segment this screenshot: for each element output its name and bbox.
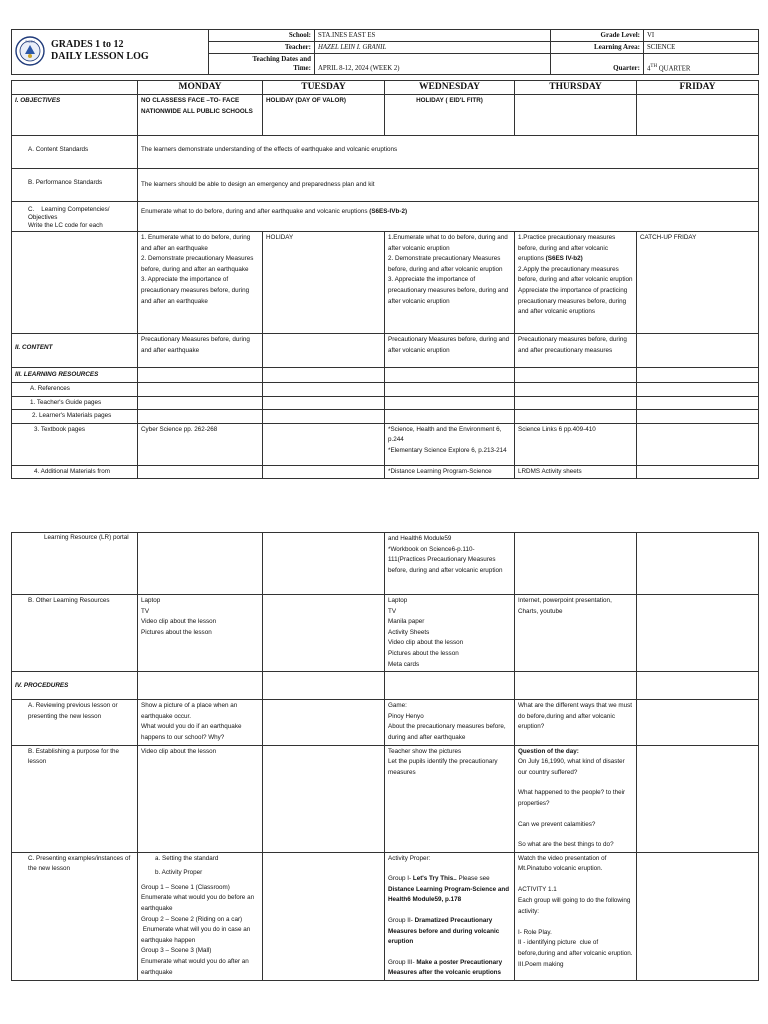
learning-area-value: SCIENCE bbox=[644, 42, 759, 54]
other-resources-wednesday: Laptop TV Manila paper Activity Sheets Video clip about the lesson Pictures about the lesson Meta cards bbox=[385, 595, 515, 672]
presenting-monday: a. Setting the standard b. Activity Proper Group 1 – Scene 1 (Classroom) Enumerate what would you do before an earthquake Group 2 – Scene 2 (Riding on a car) Enumerate what will you do in case an earthquake happen Group 3 – Scene 3 (Mall) Enumerate what would you do after an earthquake bbox=[138, 852, 263, 980]
quarter-value: 4TH QUARTER bbox=[644, 54, 759, 75]
other-resources-monday: Laptop TV Video clip about the lesson Pictures about the lesson bbox=[138, 595, 263, 672]
purpose-monday: Video clip about the lesson bbox=[138, 745, 263, 852]
other-resources-label: B. Other Learning Resources bbox=[12, 595, 138, 672]
references-label: A. References bbox=[12, 383, 138, 397]
grade-level-value: VI bbox=[644, 30, 759, 42]
lc-wednesday: 1.Enumerate what to do before, during and after volcanic eruption 2. Demonstrate precautionary Measures before, during and after volcanic eruption 3. Appreciate the importance of precautionary measures before, during and after volcanic eruption bbox=[385, 232, 515, 334]
content-wednesday: Precautionary Measures before, during and after volcanic eruption bbox=[385, 334, 515, 368]
objectives-tuesday: HOLIDAY (DAY OF VALOR) bbox=[263, 95, 385, 136]
school-value: STA.INES EAST ES bbox=[315, 30, 551, 42]
learning-area-label: Learning Area: bbox=[551, 42, 644, 54]
title-grades: GRADES 1 to 12 bbox=[51, 39, 124, 50]
lc-thursday: 1.Practice precautionary measures before, during and after volcanic eruptions (S6ES IV-b2) 2.Apply the precautionary measures before, during and after volcanic eruption Appreciate the importance of practicing precautionary measures before, during and after volcanic eruptions bbox=[515, 232, 637, 334]
lc-tuesday: HOLIDAY bbox=[263, 232, 385, 334]
performance-standards-label: B. Performance Standards bbox=[12, 169, 138, 202]
presenting-thursday: Watch the video presentation of Mt.Pinatubo volcanic eruption. ACTIVITY 1.1 Each group will going to do the following activity: I- Role Play. II - identifying picture clue of before,during and after volcanic eruption. III.Poem making bbox=[515, 852, 637, 980]
teachers-guide-label: 1. Teacher's Guide pages bbox=[12, 396, 138, 410]
title-block bbox=[12, 30, 209, 75]
content-thursday: Precautionary measures before, during and after precautionary measures bbox=[515, 334, 637, 368]
reviewing-thursday: What are the different ways that we must do before,during and after volcanic eruption? bbox=[515, 700, 637, 745]
reviewing-lesson-label: A. Reviewing previous lesson or presenting the new lesson bbox=[12, 700, 138, 745]
learning-resources-heading: III. LEARNING RESOURCES bbox=[12, 368, 138, 383]
lc-monday: 1. Enumerate what to do before, during and after an earthquake 2. Demonstrate precautionary Measures before, during and after an earthquake 3. Appreciate the importance of precautionary measures before, during and after an earthquake bbox=[138, 232, 263, 334]
content-tuesday bbox=[263, 334, 385, 368]
lesson-table-page1 bbox=[11, 80, 759, 479]
textbook-pages-label: 3. Textbook pages bbox=[12, 423, 138, 465]
content-heading: II. CONTENT bbox=[12, 334, 138, 368]
objectives-heading: I. OBJECTIVES bbox=[12, 95, 138, 136]
content-standards-label: A. Content Standards bbox=[12, 136, 138, 169]
content-monday: Precautionary Measures before, during and after earthquake bbox=[138, 334, 263, 368]
objectives-wednesday: HOLIDAY ( EID'L FITR) bbox=[385, 95, 515, 136]
purpose-thursday: Question of the day: On July 16,1990, what kind of disaster our country suffered? What happened to the people? to their properties? Can we prevent calamities? So what are the best things to do? bbox=[515, 745, 637, 852]
procedures-heading: IV. PROCEDURES bbox=[12, 672, 138, 700]
textbook-thursday: Science Links 6 pp.409-410 bbox=[515, 423, 637, 465]
teacher-value: HAZEL LEIN I. GRANIL bbox=[315, 42, 551, 54]
teacher-label: Teacher: bbox=[209, 42, 315, 54]
lc-detail-label bbox=[12, 232, 138, 334]
teaching-dates-label: Teaching Dates and Time: bbox=[209, 54, 315, 75]
content-standards-text: The learners demonstrate understanding of the effects of earthquake and volcanic eruptions bbox=[138, 136, 759, 169]
learning-competencies-text: Enumerate what to do before, during and after earthquake and volcanic eruptions (S6ES-IVb-2) bbox=[138, 202, 759, 232]
additional-materials-label: 4. Additional Materials from bbox=[12, 465, 138, 479]
other-resources-thursday: Internet, powerpoint presentation, Charts, youtube bbox=[515, 595, 637, 672]
deped-seal-icon bbox=[15, 36, 45, 66]
day-tuesday: TUESDAY bbox=[263, 81, 385, 95]
day-wednesday: WEDNESDAY bbox=[385, 81, 515, 95]
textbook-wednesday: *Science, Health and the Environment 6, p.244 *Elementary Science Explore 6, p.213-214 bbox=[385, 423, 515, 465]
day-friday: FRIDAY bbox=[637, 81, 759, 95]
lr-portal-wednesday: and Health6 Module59 *Workbook on Science6-p.110-111(Practices Precautionary Measures before, during and after volcanic eruption bbox=[385, 533, 515, 595]
corner-cell bbox=[12, 81, 138, 95]
additional-materials-wednesday: *Distance Learning Program-Science bbox=[385, 465, 515, 479]
grade-level-label: Grade Level: bbox=[551, 30, 644, 42]
lesson-log-header bbox=[11, 29, 758, 73]
textbook-monday: Cyber Science pp. 262-268 bbox=[138, 423, 263, 465]
day-thursday: THURSDAY bbox=[515, 81, 637, 95]
lr-portal-label: Learning Resource (LR) portal bbox=[12, 533, 138, 595]
svg-text:DepEd: DepEd bbox=[25, 39, 35, 44]
purpose-wednesday: Teacher show the pictures Let the pupils identify the precautionary measures bbox=[385, 745, 515, 852]
teaching-dates-value: APRIL 8-12, 2024 (WEEK 2) bbox=[315, 54, 551, 75]
reviewing-monday: Show a picture of a place when an earthquake occur. What would you do if an earthquake happens to our school? Why? bbox=[138, 700, 263, 745]
objectives-monday: NO CLASSESS FACE –TO- FACE NATIONWIDE ALL PUBLIC SCHOOLS bbox=[138, 95, 263, 136]
establishing-purpose-label: B. Establishing a purpose for the lesson bbox=[12, 745, 138, 852]
presenting-examples-label: C. Presenting examples/instances of the new lesson bbox=[12, 852, 138, 980]
performance-standards-text: The learners should be able to design an emergency and preparedness plan and kit bbox=[138, 169, 759, 202]
day-monday: MONDAY bbox=[138, 81, 263, 95]
learning-competencies-label: C. Learning Competencies/ Objectives Write the LC code for each bbox=[12, 202, 138, 232]
reviewing-wednesday: Game: Pinoy Henyo About the precautionary measures before, during and after earthquake bbox=[385, 700, 515, 745]
quarter-label: Quarter: bbox=[551, 54, 644, 75]
lc-friday: CATCH-UP FRIDAY bbox=[637, 232, 759, 334]
additional-materials-thursday: LRDMS Activity sheets bbox=[515, 465, 637, 479]
objectives-thursday bbox=[515, 95, 637, 136]
lesson-table-page2 bbox=[11, 532, 759, 981]
learners-materials-label: 2. Learner's Materials pages bbox=[12, 410, 138, 424]
objectives-friday bbox=[637, 95, 759, 136]
title-daily-lesson-log: DAILY LESSON LOG bbox=[51, 51, 149, 62]
presenting-wednesday: Activity Proper: Group I- Let's Try This.. Please see Distance Learning Program-Science and Health6 Module59, p.178 Group II- Dramatized Precautionary Measures before and during volcanic eruption Group III- Make a poster Precautionary Measures after the volcanic eruptions bbox=[385, 852, 515, 980]
school-label: School: bbox=[209, 30, 315, 42]
content-friday bbox=[637, 334, 759, 368]
